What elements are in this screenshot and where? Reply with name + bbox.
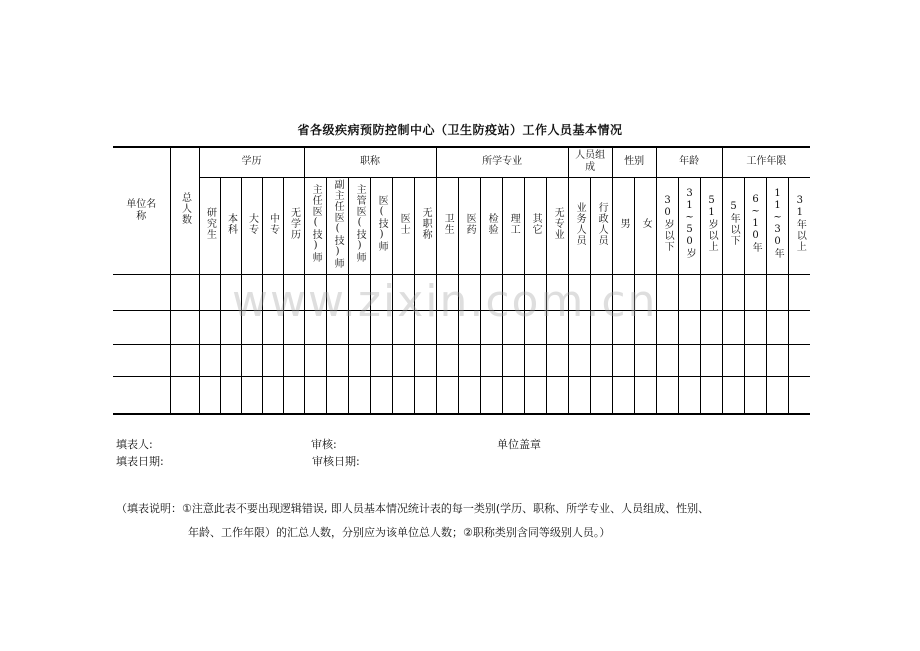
- table-cell[interactable]: [304, 376, 326, 414]
- column-header-6-2: 11~30年: [766, 177, 788, 274]
- table-cell[interactable]: [744, 376, 766, 414]
- table-cell[interactable]: [788, 376, 810, 414]
- table-cell[interactable]: [436, 344, 458, 376]
- table-cell[interactable]: [283, 274, 304, 310]
- table-cell[interactable]: [348, 310, 370, 344]
- group-header-6: 工作年限: [722, 147, 810, 177]
- column-header-3-0: 业务人员: [568, 177, 590, 274]
- table-cell[interactable]: [113, 344, 170, 376]
- table-cell[interactable]: [700, 274, 722, 310]
- table-cell[interactable]: [392, 310, 414, 344]
- table-cell[interactable]: [678, 376, 700, 414]
- table-cell[interactable]: [480, 344, 502, 376]
- table-cell[interactable]: [392, 274, 414, 310]
- reviewer-label: 审核:: [311, 438, 337, 451]
- seal-label: 单位盖章: [497, 438, 541, 451]
- group-header-3: 人员组成: [568, 147, 612, 177]
- table-cell[interactable]: [612, 310, 634, 344]
- column-header-1-0: 主任医(技)师: [304, 177, 326, 274]
- table-cell[interactable]: [170, 376, 199, 414]
- unit-name-header: 单位名称: [113, 147, 170, 274]
- table-cell[interactable]: [590, 310, 612, 344]
- column-header-2-5: 无专业: [546, 177, 568, 274]
- table-cell[interactable]: [766, 344, 788, 376]
- column-header-2-0: 卫生: [436, 177, 458, 274]
- table-cell[interactable]: [656, 274, 678, 310]
- table-cell[interactable]: [370, 310, 392, 344]
- table-cell[interactable]: [766, 376, 788, 414]
- group-header-0: 学历: [199, 147, 304, 177]
- total-count-header: 总人数: [170, 147, 199, 274]
- table-cell[interactable]: [722, 376, 744, 414]
- table-cell[interactable]: [678, 344, 700, 376]
- table-cell[interactable]: [788, 274, 810, 310]
- table-cell[interactable]: [436, 310, 458, 344]
- column-header-1-3: 医(技)师: [370, 177, 392, 274]
- table-cell[interactable]: [546, 344, 568, 376]
- table-cell[interactable]: [722, 344, 744, 376]
- filler-label: 填表人:: [116, 438, 153, 451]
- table-cell[interactable]: [634, 274, 656, 310]
- table-cell[interactable]: [524, 344, 546, 376]
- table-cell[interactable]: [458, 376, 480, 414]
- column-header-5-0: 30岁以下: [656, 177, 678, 274]
- table-cell[interactable]: [612, 274, 634, 310]
- column-header-2-1: 医药: [458, 177, 480, 274]
- table-cell[interactable]: [480, 376, 502, 414]
- table-cell[interactable]: [524, 274, 546, 310]
- table-cell[interactable]: [634, 376, 656, 414]
- table-cell[interactable]: [326, 310, 348, 344]
- table-cell[interactable]: [524, 376, 546, 414]
- group-header-4: 性别: [612, 147, 656, 177]
- table-cell[interactable]: [678, 274, 700, 310]
- column-header-2-3: 理工: [502, 177, 524, 274]
- table-cell[interactable]: [480, 274, 502, 310]
- table-cell[interactable]: [656, 310, 678, 344]
- table-cell[interactable]: [283, 344, 304, 376]
- table-cell[interactable]: [241, 376, 262, 414]
- table-cell[interactable]: [546, 310, 568, 344]
- table-cell[interactable]: [436, 274, 458, 310]
- table-cell[interactable]: [199, 274, 220, 310]
- table-cell[interactable]: [262, 310, 283, 344]
- table-cell[interactable]: [370, 376, 392, 414]
- table-cell[interactable]: [414, 376, 436, 414]
- table-cell[interactable]: [414, 344, 436, 376]
- table-cell[interactable]: [788, 310, 810, 344]
- table-cell[interactable]: [414, 274, 436, 310]
- column-header-6-0: 5年以下: [722, 177, 744, 274]
- column-header-0-0: 研究生: [199, 177, 220, 274]
- table-cell[interactable]: [458, 310, 480, 344]
- table-row: [113, 376, 810, 414]
- table-cell[interactable]: [480, 310, 502, 344]
- table-cell[interactable]: [370, 344, 392, 376]
- table-cell[interactable]: [502, 274, 524, 310]
- table-cell[interactable]: [744, 344, 766, 376]
- table-cell[interactable]: [199, 344, 220, 376]
- watermark: www.zixin.com.cn: [232, 276, 658, 327]
- table-cell[interactable]: [283, 376, 304, 414]
- table-cell[interactable]: [656, 376, 678, 414]
- table-cell[interactable]: [568, 344, 590, 376]
- table-cell[interactable]: [392, 376, 414, 414]
- table-cell[interactable]: [170, 274, 199, 310]
- column-header-0-1: 本科: [220, 177, 241, 274]
- table-cell[interactable]: [370, 274, 392, 310]
- column-header-4-1: 女: [634, 177, 656, 274]
- column-header-2-2: 检验: [480, 177, 502, 274]
- table-cell[interactable]: [220, 376, 241, 414]
- column-header-1-1: 副主任医(技)师: [326, 177, 348, 274]
- table-cell[interactable]: [304, 310, 326, 344]
- group-header-2: 所学专业: [436, 147, 568, 177]
- table-cell[interactable]: [502, 310, 524, 344]
- column-header-1-4: 医士: [392, 177, 414, 274]
- column-header-0-3: 中专: [262, 177, 283, 274]
- table-cell[interactable]: [590, 344, 612, 376]
- table-cell[interactable]: [113, 376, 170, 414]
- group-header-5: 年龄: [656, 147, 722, 177]
- table-cell[interactable]: [634, 310, 656, 344]
- note-line-1: （填表说明：①注意此表不要出现逻辑错误, 即人员基本情况统计表的每一类别(学历、职称、所学专业、人员组成、性别、: [116, 502, 710, 515]
- table-cell[interactable]: [348, 274, 370, 310]
- table-row: [113, 310, 810, 344]
- column-header-2-4: 其它: [524, 177, 546, 274]
- note-line-2: 年龄、工作年限）的汇总人数，分别应为该单位总人数；②职称类别含同等级别人员。）: [188, 526, 611, 539]
- group-header-1: 职称: [304, 147, 436, 177]
- staff-stats-table: [113, 146, 810, 415]
- table-cell[interactable]: [220, 310, 241, 344]
- table-cell[interactable]: [262, 376, 283, 414]
- table-cell[interactable]: [722, 274, 744, 310]
- table-cell[interactable]: [612, 344, 634, 376]
- table-cell[interactable]: [113, 274, 170, 310]
- table-cell[interactable]: [113, 310, 170, 344]
- table-cell[interactable]: [348, 344, 370, 376]
- table-cell[interactable]: [170, 344, 199, 376]
- table-cell[interactable]: [700, 376, 722, 414]
- column-header-6-1: 6~10年: [744, 177, 766, 274]
- column-header-5-2: 51岁以上: [700, 177, 722, 274]
- table-cell[interactable]: [241, 310, 262, 344]
- table-cell[interactable]: [283, 310, 304, 344]
- table-cell[interactable]: [326, 376, 348, 414]
- table-cell[interactable]: [458, 274, 480, 310]
- table-cell[interactable]: [220, 344, 241, 376]
- table-cell[interactable]: [326, 274, 348, 310]
- table-cell[interactable]: [524, 310, 546, 344]
- table-cell[interactable]: [241, 274, 262, 310]
- table-cell[interactable]: [612, 376, 634, 414]
- column-header-1-2: 主管医(技)师: [348, 177, 370, 274]
- table-cell[interactable]: [568, 376, 590, 414]
- table-cell[interactable]: [414, 310, 436, 344]
- table-cell[interactable]: [590, 274, 612, 310]
- table-cell[interactable]: [304, 344, 326, 376]
- table-cell[interactable]: [262, 344, 283, 376]
- table-cell[interactable]: [304, 274, 326, 310]
- column-header-4-0: 男: [612, 177, 634, 274]
- table-cell[interactable]: [546, 376, 568, 414]
- table-cell[interactable]: [744, 274, 766, 310]
- table-cell[interactable]: [392, 344, 414, 376]
- table-cell[interactable]: [348, 376, 370, 414]
- table-cell[interactable]: [700, 310, 722, 344]
- column-header-1-5: 无职称: [414, 177, 436, 274]
- table-cell[interactable]: [678, 310, 700, 344]
- column-header-5-1: 31~50岁: [678, 177, 700, 274]
- table-cell[interactable]: [262, 274, 283, 310]
- column-header-3-1: 行政人员: [590, 177, 612, 274]
- table-cell[interactable]: [502, 344, 524, 376]
- table-cell[interactable]: [199, 310, 220, 344]
- table-cell[interactable]: [634, 344, 656, 376]
- table-cell[interactable]: [722, 310, 744, 344]
- table-cell[interactable]: [502, 376, 524, 414]
- table-cell[interactable]: [766, 310, 788, 344]
- table-cell[interactable]: [436, 376, 458, 414]
- table-cell[interactable]: [568, 274, 590, 310]
- table-cell[interactable]: [568, 310, 590, 344]
- table-row: [113, 344, 810, 376]
- table-cell[interactable]: [220, 274, 241, 310]
- table-cell[interactable]: [590, 376, 612, 414]
- table-cell[interactable]: [744, 310, 766, 344]
- table-cell[interactable]: [700, 344, 722, 376]
- page-title: 省各级疾病预防控制中心（卫生防疫站）工作人员基本情况: [297, 123, 623, 137]
- table-row: [113, 274, 810, 310]
- column-header-6-3: 31年以上: [788, 177, 810, 274]
- table-cell[interactable]: [170, 310, 199, 344]
- table-cell[interactable]: [241, 344, 262, 376]
- table-cell[interactable]: [656, 344, 678, 376]
- review-date-label: 审核日期:: [312, 455, 360, 468]
- fill-date-label: 填表日期:: [116, 455, 164, 468]
- table-cell[interactable]: [788, 344, 810, 376]
- table-cell[interactable]: [326, 344, 348, 376]
- table-cell[interactable]: [546, 274, 568, 310]
- table-cell[interactable]: [766, 274, 788, 310]
- column-header-0-2: 大专: [241, 177, 262, 274]
- column-header-0-4: 无学历: [283, 177, 304, 274]
- table-cell[interactable]: [458, 344, 480, 376]
- table-cell[interactable]: [199, 376, 220, 414]
